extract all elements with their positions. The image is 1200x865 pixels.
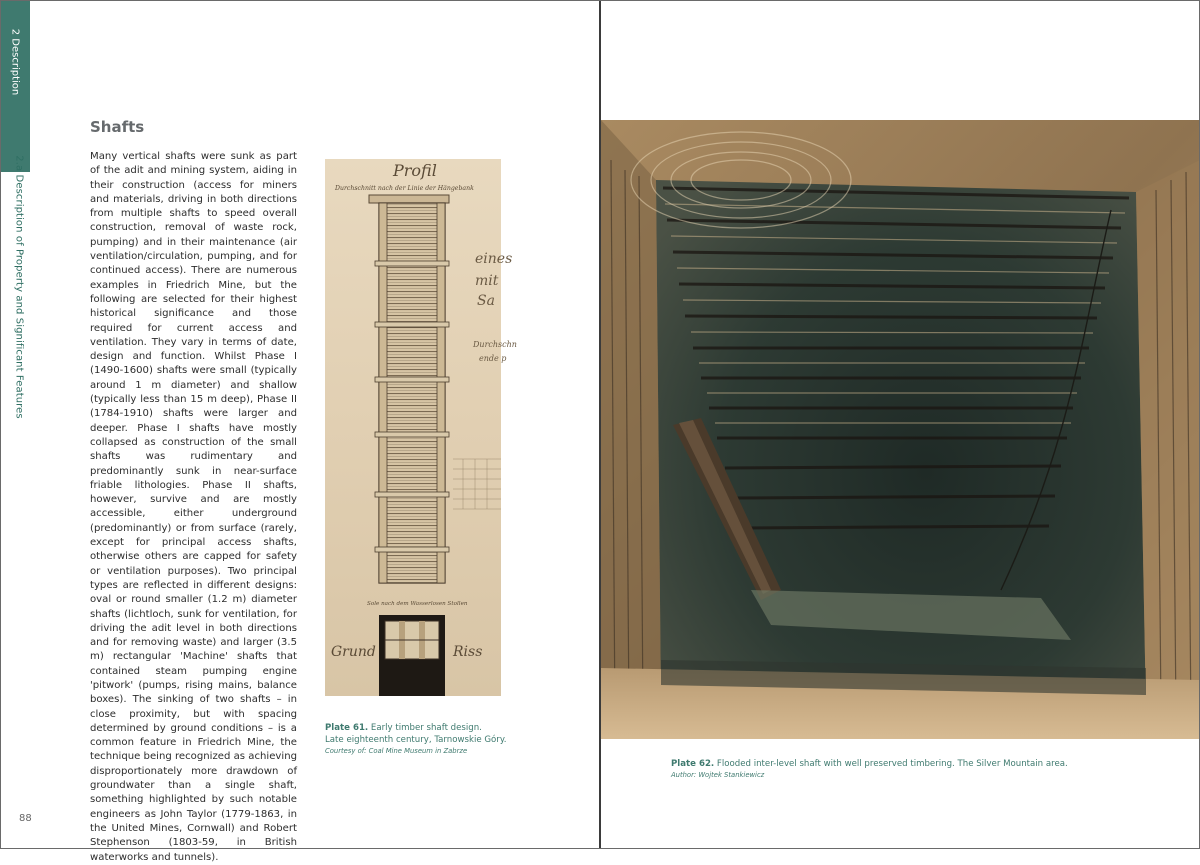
flooded-shaft-photo bbox=[601, 120, 1200, 739]
timber-shaft-drawing bbox=[325, 159, 517, 696]
figure-title-script: Profil bbox=[393, 161, 437, 180]
right-page bbox=[601, 0, 1200, 849]
figure-edge-script-1: eines bbox=[475, 251, 513, 267]
figure-edge-script-4: Durchschn bbox=[473, 340, 517, 349]
page-number: 88 bbox=[19, 813, 32, 824]
plate-62-label: Plate 62. bbox=[671, 759, 715, 769]
figure-top-script: Durchschnitt nach der Linie der Hängebank bbox=[335, 185, 474, 192]
plate-62-credit: Author: Wojtek Stankiewicz bbox=[671, 771, 765, 779]
plate-61-label: Plate 61. bbox=[325, 723, 369, 733]
figure-edge-script-5: ende p bbox=[479, 354, 507, 363]
shaft-drawing-svg bbox=[325, 159, 517, 696]
section-heading: Shafts bbox=[90, 118, 145, 136]
plate-61-credit: Courtesy of: Coal Mine Museum in Zabrze bbox=[325, 747, 468, 755]
subsection-side-label: 2.a Description of Property and Significant Features bbox=[13, 155, 25, 419]
figure-edge-script-2: mit bbox=[475, 273, 499, 289]
section-tab bbox=[0, 0, 30, 172]
plate-62-caption bbox=[671, 758, 1171, 781]
left-page bbox=[0, 0, 600, 863]
plate-61-line2: Late eighteenth century, Tarnowskie Góry. bbox=[325, 735, 507, 745]
figure-edge-script-3: Sa bbox=[477, 293, 495, 309]
flooded-shaft-svg bbox=[601, 120, 1200, 739]
figure-bottom-right-script: Riss bbox=[453, 644, 483, 660]
plate-61-line1: Early timber shaft design. bbox=[368, 723, 482, 733]
figure-middle-script: Sole nach dem Wasserlosen Stollen bbox=[367, 601, 468, 607]
section-tab-label: 2 Description bbox=[9, 28, 21, 96]
body-paragraph: Many vertical shafts were sunk as part of the adit and mining system, aiding in their construction (access for miners and materials, driving in both directions from multiple shafts to speed overall construction, removal of waste rock, pumping) and in their maintenance (air ventilation/circulation, pumping, and for continued access). There are numerous examples in Friedrich Mine, but the following are selected for their highest historical significance and those required for current access and ventilation. They vary in terms of date, design and function. Whilst Phase I (1490-1600) shafts were small (typically around 1 m diameter) and shallow (typically less than 15 m deep), Phase II (1784-1910) shafts were larger and deeper. Phase I shafts have mostly collapsed as construction of the small shafts was rudimentary and predominantly sunk in near-surface friable lithologies. Phase II shafts, however, survive and are mostly accessible, either underground (predominantly) or from surface (rarely, except for principal access shafts, otherwise others are capped for safety or ventilation purposes). Two principal types are reflected in different designs: oval or round smaller (1.2 m) diameter shafts (lichtloch, sunk for ventilation, for driving the adit level in both directions and for removing waste) and larger (3.5 m) rectangular 'Machine' shafts that contained steam pumping engine 'pitwork' (pumps, rising mains, balance boxes). The sinking of two shafts – in close proximity, but with spacing determined by ground conditions – is a common feature in Friedrich Mine, the technique being recognized as achieving disproportionately more drawdown of groundwater than a single shaft, something highlighted by such notable engineers as John Taylor (1779-1863, in the United Mines, Cornwall) and Robert Stephenson (1803-59, in British waterworks and tunnels). bbox=[90, 151, 297, 863]
figure-bottom-left-script: Grund bbox=[331, 644, 376, 660]
plate-61-caption bbox=[325, 722, 555, 757]
plate-62-text: Flooded inter-level shaft with well preserved timbering. The Silver Mountain area. bbox=[714, 759, 1068, 769]
